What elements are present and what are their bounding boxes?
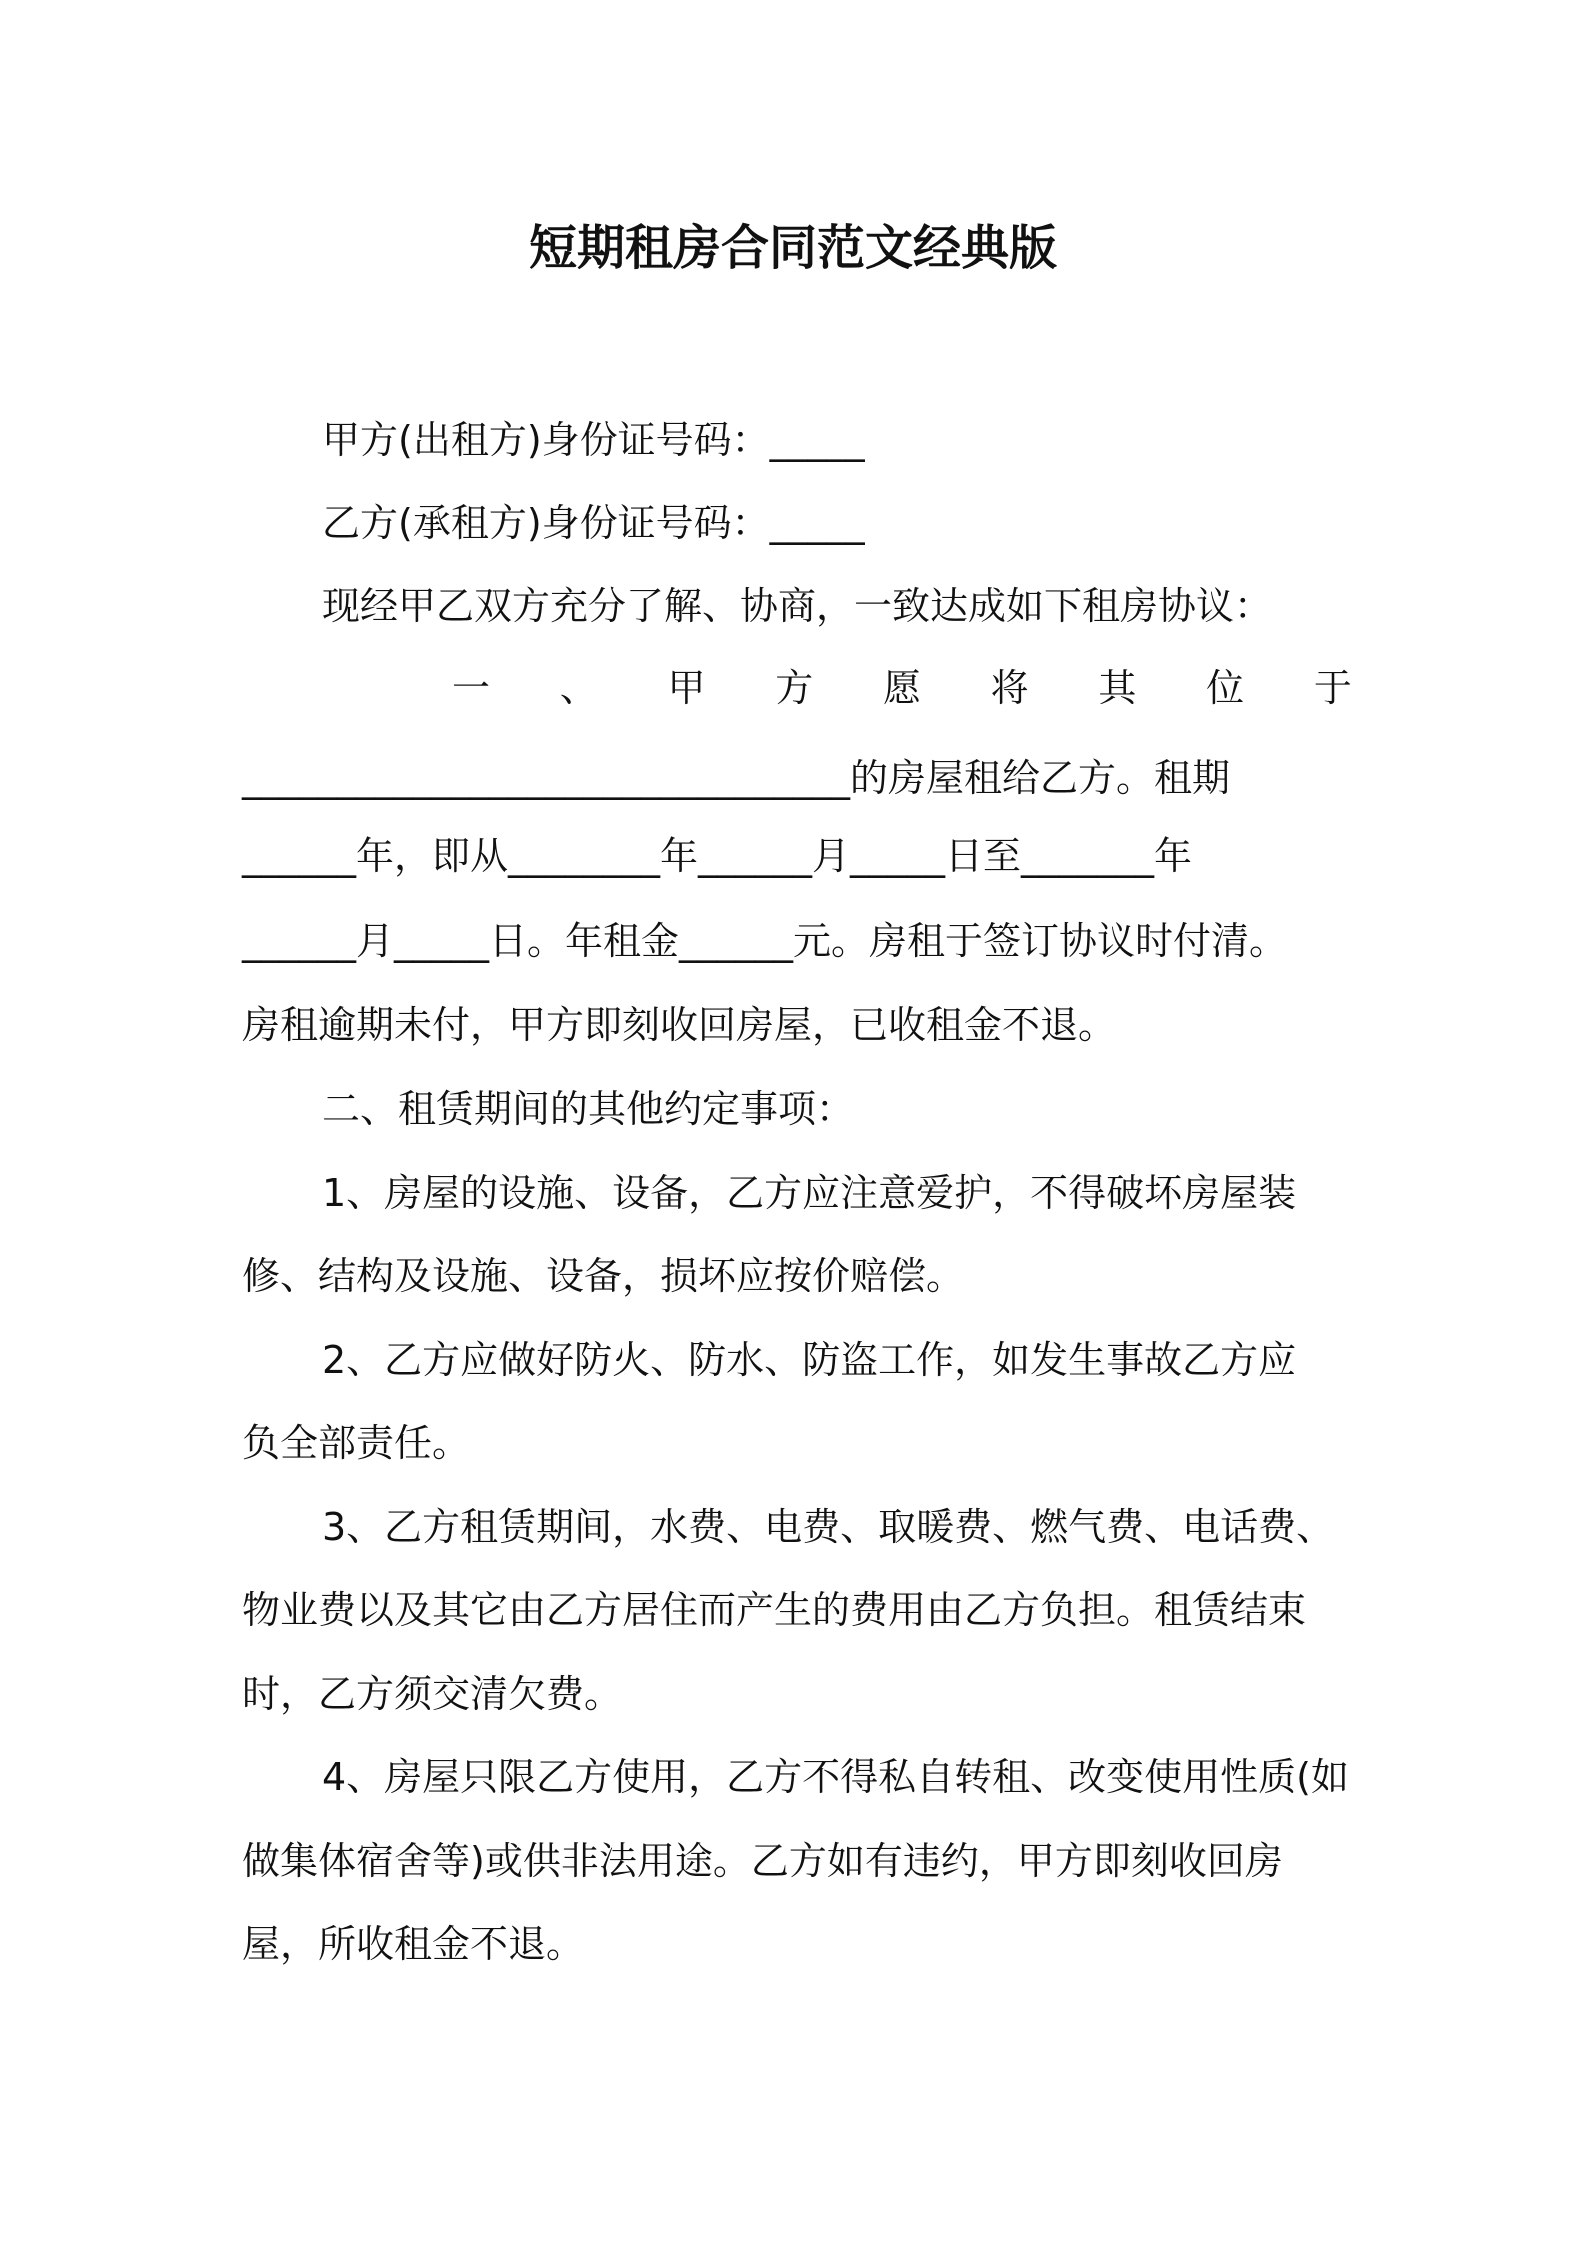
- clause-one-char: 位: [1206, 666, 1245, 710]
- clause-one-char: 于: [1313, 666, 1352, 710]
- clause-one-line: ______月_____日。年租金______元。房租于签订协议时付清。: [242, 919, 1288, 963]
- clause-one-char: 其: [1098, 666, 1137, 710]
- clause-one-char: 、: [559, 666, 598, 710]
- agreement-intro-line: 现经甲乙双方充分了解、协商，一致达成如下租房协议：: [322, 584, 1273, 628]
- clause-one-line: 房租逾期未付，甲方即刻收回房屋，已收租金不退。: [242, 1003, 1117, 1047]
- clause-two-heading: 二、租赁期间的其他约定事项：: [322, 1087, 855, 1131]
- item-1-line: 1、房屋的设施、设备，乙方应注意爱护，不得破坏房屋装: [322, 1171, 1297, 1215]
- document-title: 短期租房合同范文经典版: [528, 220, 1057, 276]
- clause-one-line: ______年，即从________年______月_____日至_______年: [242, 834, 1193, 878]
- item-3-line: 物业费以及其它由乙方居住而产生的费用由乙方负担。租赁结束: [242, 1588, 1307, 1632]
- item-4-line: 4、房屋只限乙方使用，乙方不得私自转租、改变使用性质(如: [322, 1755, 1350, 1799]
- item-4-line: 屋，所收租金不退。: [242, 1922, 585, 1966]
- clause-one-line: ________________________________的房屋租给乙方。租期: [242, 756, 1231, 800]
- item-2-line: 负全部责任。: [242, 1421, 471, 1465]
- clause-one-char: 将: [990, 666, 1029, 710]
- clause-one-char: 一: [452, 666, 491, 710]
- clause-one-char: 方: [775, 666, 814, 710]
- item-3-line: 时，乙方须交清欠费。: [242, 1672, 623, 1716]
- item-3-line: 3、乙方租赁期间，水费、电费、取暖费、燃气费、电话费、: [322, 1505, 1335, 1549]
- item-1-line: 修、结构及设施、设备，损坏应按价赔偿。: [242, 1254, 965, 1298]
- clause-one-char: 甲: [667, 666, 706, 710]
- item-2-line: 2、乙方应做好防火、防水、防盗工作，如发生事故乙方应: [322, 1338, 1297, 1382]
- party-a-id-line: 甲方(出租方)身份证号码：_____: [322, 418, 865, 462]
- clause-one-heading: [452, 646, 1352, 730]
- clause-one-char: 愿: [882, 666, 921, 710]
- item-4-line: 做集体宿舍等)或供非法用途。乙方如有违约，甲方即刻收回房: [242, 1839, 1283, 1883]
- party-b-id-line: 乙方(承租方)身份证号码：_____: [322, 501, 865, 545]
